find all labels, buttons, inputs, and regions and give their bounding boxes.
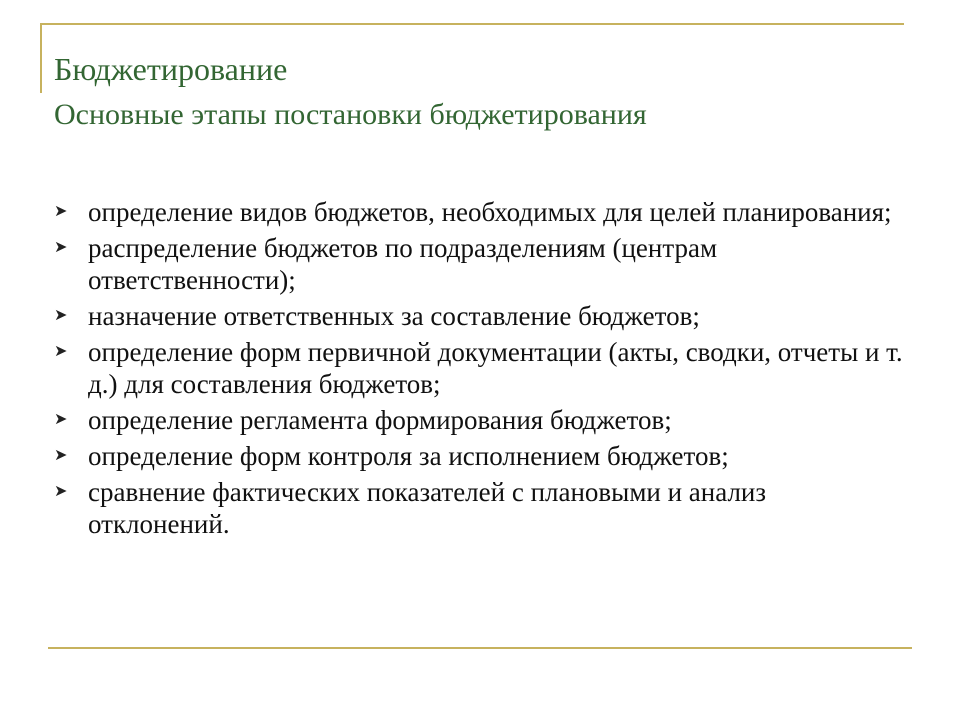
list-item xyxy=(50,232,910,296)
left-accent-bar xyxy=(40,23,42,93)
slide-subtitle: Основные этапы постановки бюджетирования xyxy=(54,98,647,131)
bottom-divider xyxy=(48,647,912,649)
list-item-text: сравнение фактических показателей с плановыми и анализ отклонений. xyxy=(88,477,767,539)
chevron-right-icon: ➤ xyxy=(54,341,68,360)
chevron-right-icon: ➤ xyxy=(54,409,68,428)
list-item-text: определение форм контроля за исполнением бюджетов; xyxy=(88,441,729,471)
list-item-text: назначение ответственных за составление бюджетов; xyxy=(88,301,700,331)
chevron-right-icon: ➤ xyxy=(54,305,68,324)
top-divider xyxy=(40,23,904,25)
list-item xyxy=(50,300,910,332)
bullet-list xyxy=(50,196,910,544)
list-item xyxy=(50,404,910,436)
list-item xyxy=(50,336,910,400)
chevron-right-icon: ➤ xyxy=(54,201,68,220)
list-item xyxy=(50,440,910,472)
list-item xyxy=(50,196,910,228)
slide-title: Бюджетирование xyxy=(54,51,288,87)
list-item-text: распределение бюджетов по подразделениям (центрам ответственности); xyxy=(88,233,718,295)
chevron-right-icon: ➤ xyxy=(54,237,68,256)
chevron-right-icon: ➤ xyxy=(54,445,68,464)
list-item xyxy=(50,476,910,540)
list-item-text: определение видов бюджетов, необходимых для целей планирования; xyxy=(88,197,892,227)
chevron-right-icon: ➤ xyxy=(54,481,68,500)
list-item-text: определение регламента формирования бюджетов; xyxy=(88,405,672,435)
list-item-text: определение форм первичной документации (акты, сводки, отчеты и т. д.) для составления бюджетов; xyxy=(88,337,903,399)
